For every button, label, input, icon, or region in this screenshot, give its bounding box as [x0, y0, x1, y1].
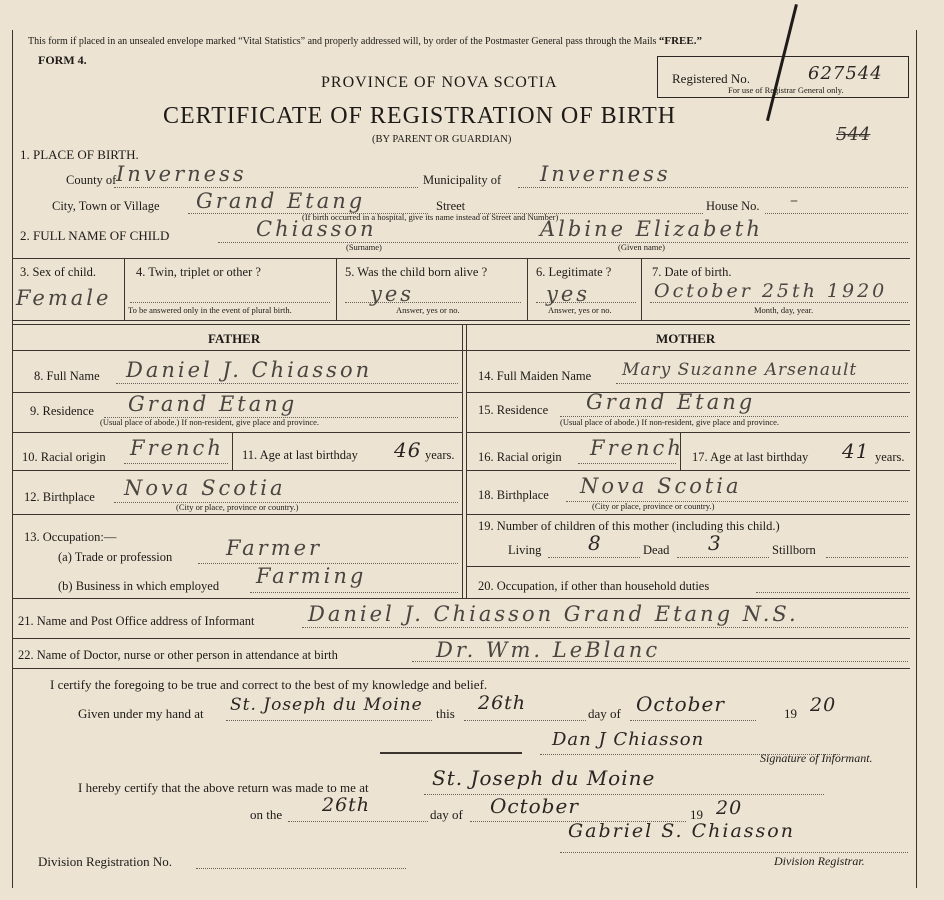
- father-business-label: (b) Business in which employed: [58, 579, 220, 593]
- place-of-birth-heading: 1. PLACE OF BIRTH.: [20, 147, 139, 162]
- mother-residence-note: (Usual place of abode.) If non-resident, give place and province.: [560, 417, 780, 427]
- day-line: [464, 720, 586, 721]
- registrar-statement: I hereby certify that the above return was made to me at: [78, 780, 369, 795]
- mother-name-label: 14. Full Maiden Name: [478, 369, 592, 383]
- alive-value: yes: [370, 282, 415, 306]
- father-age-divider: [232, 432, 233, 470]
- county-line: [114, 187, 418, 188]
- father-heading: FATHER: [208, 331, 261, 346]
- surname-caption: (Surname): [346, 242, 382, 252]
- father-trade-label: (a) Trade or profession: [58, 550, 173, 564]
- child-info-bottom-rule: [12, 320, 910, 321]
- child-given-value: Albine Elizabeth: [540, 217, 763, 241]
- dob-value: October 25th 1920: [654, 280, 888, 302]
- living-label: Living: [508, 543, 542, 557]
- mother-name-value: Mary Suzanne Arsenault: [622, 360, 858, 380]
- mother-age-label: 17. Age at last birthday: [692, 450, 809, 464]
- dob-note: Month, day, year.: [754, 305, 814, 315]
- house-value: –: [790, 190, 801, 209]
- child-info-divider-1: [124, 258, 125, 320]
- registrar-day-of-label: day of: [430, 807, 463, 822]
- informant-value: Daniel J. Chiasson Grand Etang N.S.: [308, 602, 799, 626]
- parents-center-divider: [462, 324, 463, 598]
- child-info-divider-2: [336, 258, 337, 320]
- child-name-line: [218, 242, 908, 243]
- father-age-label: 11. Age at last birthday: [242, 448, 358, 462]
- mother-racial-line: [578, 463, 676, 464]
- registered-number: 627544: [808, 63, 883, 84]
- registrar-year-value: 20: [716, 797, 743, 819]
- dead-label: Dead: [643, 543, 670, 557]
- father-trade-value: Farmer: [226, 536, 323, 560]
- registrar-month-value: October: [490, 794, 579, 818]
- dead-line: [677, 557, 769, 558]
- day-of-label: day of: [588, 706, 621, 721]
- registered-label: Registered No.: [672, 71, 750, 86]
- parents-center-divider-2: [466, 324, 467, 598]
- parents-top-rule: [12, 324, 910, 325]
- cert-month-value: October: [636, 692, 725, 716]
- city-value: Grand Etang: [196, 189, 366, 213]
- given-place-value: St. Joseph du Moine: [230, 695, 423, 715]
- registrar-place-value: St. Joseph du Moine: [432, 766, 656, 790]
- dob-label: 7. Date of birth.: [652, 265, 732, 279]
- twin-label: 4. Twin, triplet or other ?: [136, 265, 261, 279]
- registrar-signature-line: [560, 852, 908, 853]
- informant-line: [302, 627, 908, 628]
- mother-residence-label: 15. Residence: [478, 403, 549, 417]
- margin-stamp: 544: [836, 124, 871, 145]
- house-label: House No.: [706, 199, 760, 213]
- child-info-top-rule: [12, 258, 910, 259]
- sex-value: Female: [16, 286, 112, 310]
- mother-age-divider: [680, 432, 681, 470]
- certificate-subtitle: (BY PARENT OR GUARDIAN): [372, 134, 512, 145]
- mother-age-unit: years.: [875, 450, 905, 464]
- county-value: Inverness: [116, 162, 247, 186]
- dob-line: [650, 302, 908, 303]
- father-residence-label: 9. Residence: [30, 404, 94, 418]
- on-the-label: on the: [250, 807, 283, 822]
- form-number: FORM 4.: [38, 53, 87, 67]
- registrar-year-prefix: 19: [690, 807, 703, 822]
- left-border: [12, 30, 13, 888]
- registrar-day-line: [288, 821, 428, 822]
- father-birthplace-note: (City or place, province or country.): [176, 502, 299, 512]
- certification-statement: I certify the foregoing to be true and correct to the best of my knowledge and belief.: [50, 677, 488, 692]
- father-racial-line: [124, 463, 228, 464]
- postal-notice: This form if placed in an unsealed envelope marked “Vital Statistics” and properly addressed will, by order of the Postmaster General pass through the Mails “FREE.”: [28, 35, 702, 47]
- father-birthplace-label: 12. Birthplace: [24, 490, 95, 504]
- dead-value: 3: [708, 531, 722, 555]
- father-name-value: Daniel J. Chiasson: [126, 358, 373, 382]
- father-racial-value: French: [130, 436, 224, 460]
- registrar-place-line: [424, 794, 824, 795]
- signature-caption: Signature of Informant.: [760, 751, 873, 765]
- given-under-label: Given under my hand at: [78, 706, 204, 721]
- registrar-day-value: 26th: [322, 794, 371, 816]
- municipality-label: Municipality of: [423, 173, 502, 187]
- legitimate-value: yes: [546, 282, 591, 306]
- father-racial-label: 10. Racial origin: [22, 450, 106, 464]
- cert-day-value: 26th: [478, 692, 527, 714]
- living-value: 8: [588, 531, 602, 555]
- registrar-signature: Gabriel S. Chiasson: [568, 820, 795, 842]
- municipality-line: [518, 187, 908, 188]
- mother-heading: MOTHER: [656, 331, 716, 346]
- hospital-note: (If birth occurred in a hospital, give its name instead of Street and Number): [302, 212, 559, 222]
- mother-racial-label: 16. Racial origin: [478, 450, 562, 464]
- twin-note: To be answered only in the event of plural birth.: [128, 305, 292, 315]
- alive-note: Answer, yes or no.: [396, 305, 460, 315]
- legitimate-label: 6. Legitimate ?: [536, 265, 612, 279]
- child-surname-value: Chiasson: [256, 217, 377, 241]
- city-label: City, Town or Village: [52, 199, 160, 213]
- sex-label: 3. Sex of child.: [20, 265, 97, 279]
- father-name-label: 8. Full Name: [34, 369, 100, 383]
- father-age-unit: years.: [425, 448, 455, 462]
- father-row-rule-2: [12, 432, 462, 433]
- mother-children-label: 19. Number of children of this mother (including this child.): [478, 519, 780, 533]
- child-name-label: 2. FULL NAME OF CHILD: [20, 228, 170, 243]
- father-birthplace-value: Nova Scotia: [124, 476, 286, 500]
- mother-occupation-line: [756, 592, 908, 593]
- father-occupation-label: 13. Occupation:—: [24, 530, 117, 544]
- informant-signature: Dan J Chiasson: [552, 729, 705, 750]
- signature-rule: [380, 752, 522, 754]
- division-registrar-caption: Division Registrar.: [774, 854, 865, 868]
- street-label: Street: [436, 199, 466, 213]
- father-business-value: Farming: [256, 564, 367, 588]
- mother-name-line: [616, 383, 908, 384]
- doctor-bottom-rule: [12, 668, 910, 669]
- stillborn-label: Stillborn: [772, 543, 816, 557]
- legitimate-note: Answer, yes or no.: [548, 305, 612, 315]
- certificate-title: CERTIFICATE OF REGISTRATION OF BIRTH: [163, 103, 677, 129]
- given-place-line: [226, 720, 432, 721]
- division-registration-label: Division Registration No.: [38, 854, 172, 869]
- mother-residence-value: Grand Etang: [586, 390, 756, 414]
- cert-year-value: 20: [810, 694, 837, 716]
- house-line: [765, 213, 908, 214]
- division-no-line: [196, 868, 406, 869]
- father-row-rule-4: [12, 514, 462, 515]
- doctor-value: Dr. Wm. LeBlanc: [436, 638, 661, 662]
- mother-birthplace-value: Nova Scotia: [580, 474, 742, 498]
- mother-birthplace-note: (City or place, province or country.): [592, 501, 715, 511]
- father-residence-note: (Usual place of abode.) If non-resident, give place and province.: [100, 417, 320, 427]
- twin-line: [130, 302, 330, 303]
- mother-age-value: 41: [842, 439, 870, 463]
- father-age-value: 46: [394, 438, 422, 462]
- living-line: [548, 557, 640, 558]
- mother-occupation-label: 20. Occupation, if other than household duties: [478, 579, 710, 593]
- heading-rule: [12, 350, 910, 351]
- registrar-use-note: For use of Registrar General only.: [728, 85, 844, 95]
- mother-birthplace-label: 18. Birthplace: [478, 488, 549, 502]
- year-prefix: 19: [784, 706, 797, 721]
- father-residence-value: Grand Etang: [128, 392, 298, 416]
- alive-label: 5. Was the child born alive ?: [345, 265, 488, 279]
- father-row-rule-3: [12, 470, 462, 471]
- mother-row-rule-4: [466, 514, 910, 515]
- mother-row-rule-5: [466, 566, 910, 567]
- mother-racial-value: French: [590, 436, 684, 460]
- informant-top-rule: [12, 598, 910, 599]
- right-border: [916, 30, 917, 888]
- child-info-divider-4: [641, 258, 642, 320]
- mother-row-rule-2: [466, 432, 910, 433]
- given-caption: (Given name): [618, 242, 665, 252]
- month-line: [630, 720, 756, 721]
- father-name-line: [116, 383, 458, 384]
- stillborn-line: [826, 557, 908, 558]
- doctor-label: 22. Name of Doctor, nurse or other person in attendance at birth: [18, 648, 338, 662]
- child-info-divider-3: [527, 258, 528, 320]
- informant-label: 21. Name and Post Office address of Informant: [18, 614, 255, 628]
- mother-row-rule-3: [466, 470, 910, 471]
- province-heading: PROVINCE OF NOVA SCOTIA: [321, 74, 558, 91]
- father-business-line: [250, 592, 458, 593]
- municipality-value: Inverness: [540, 162, 671, 186]
- this-label: this: [436, 706, 455, 721]
- county-label: County of: [66, 173, 117, 187]
